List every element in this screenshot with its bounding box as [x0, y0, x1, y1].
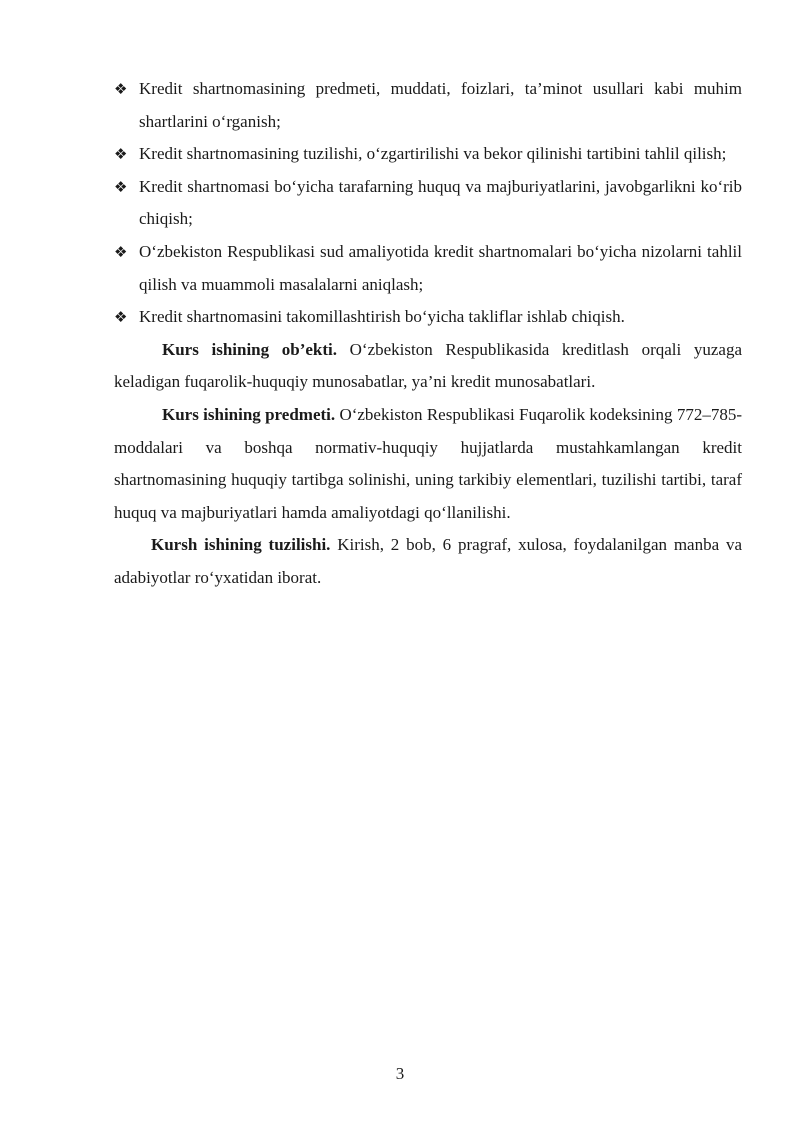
diamond-bullet-icon: ❖	[114, 242, 128, 261]
bullet-item	[114, 171, 742, 236]
bullet-item	[114, 236, 742, 301]
bullet-item	[114, 73, 742, 138]
diamond-bullet-icon: ❖	[114, 308, 128, 327]
structure-text: Kirish, 2 bob, 6 pragraf, xulosa, foydalanilgan manba va adabiyotlar ro‘yxatidan iborat.	[114, 535, 742, 587]
bullet-text: Kredit shartnomasini takomillashtirish bo‘yicha takliflar ishlab chiqish.	[139, 307, 625, 327]
diamond-bullet-icon: ❖	[114, 80, 128, 98]
object-text: O‘zbekiston Respublikasida kreditlash orqali yuzaga keladigan fuqarolik-huquqiy munosabatlar, ya’ni kredit munosabatlari.	[114, 339, 742, 392]
subject-text: O‘zbekiston Respublikasi Fuqarolik kodeksining 772–785-moddalari va boshqa normativ-huquqiy hujjatlarda mustahkamlangan kredit shartnomasining huquqiy tartibga solinishi, uning tarkibiy elementlari, tuzilishi tartibi, taraf huquq va majburiyatlari hamda amaliyotdagi qo‘llanilishi.	[114, 404, 742, 522]
bullet-text: O‘zbekiston Respublikasi sud amaliyotida kredit shartnomalari bo‘yicha nizolarni tahlil qilish va muammoli masalalarni aniqlash;	[139, 241, 742, 294]
object-paragraph	[114, 334, 742, 399]
diamond-bullet-icon: ❖	[114, 177, 128, 196]
bullet-text: Kredit shartnomasining predmeti, muddati, foizlari, ta’minot usullari kabi muhim shartlarini o‘rganish;	[139, 79, 742, 131]
bullet-item	[114, 301, 742, 334]
subject-heading: Kurs ishining predmeti.	[162, 404, 336, 424]
page-number: 3	[395, 1064, 405, 1083]
bullet-text: Kredit shartnomasining tuzilishi, o‘zgartirilishi va bekor qilinishi tartibini tahlil qilish;	[139, 144, 727, 164]
object-heading: Kurs ishining ob’ekti.	[162, 339, 338, 359]
bullet-text: Kredit shartnomasi bo‘yicha tarafarning huquq va majburiyatlarini, javobgarlikni ko‘rib chiqish;	[139, 176, 742, 229]
page-content	[114, 73, 742, 595]
structure-paragraph	[114, 529, 742, 594]
structure-heading: Kursh ishining tuzilishi.	[151, 535, 331, 555]
diamond-bullet-icon: ❖	[114, 145, 128, 164]
subject-paragraph	[114, 399, 742, 529]
bullet-item	[114, 138, 742, 171]
